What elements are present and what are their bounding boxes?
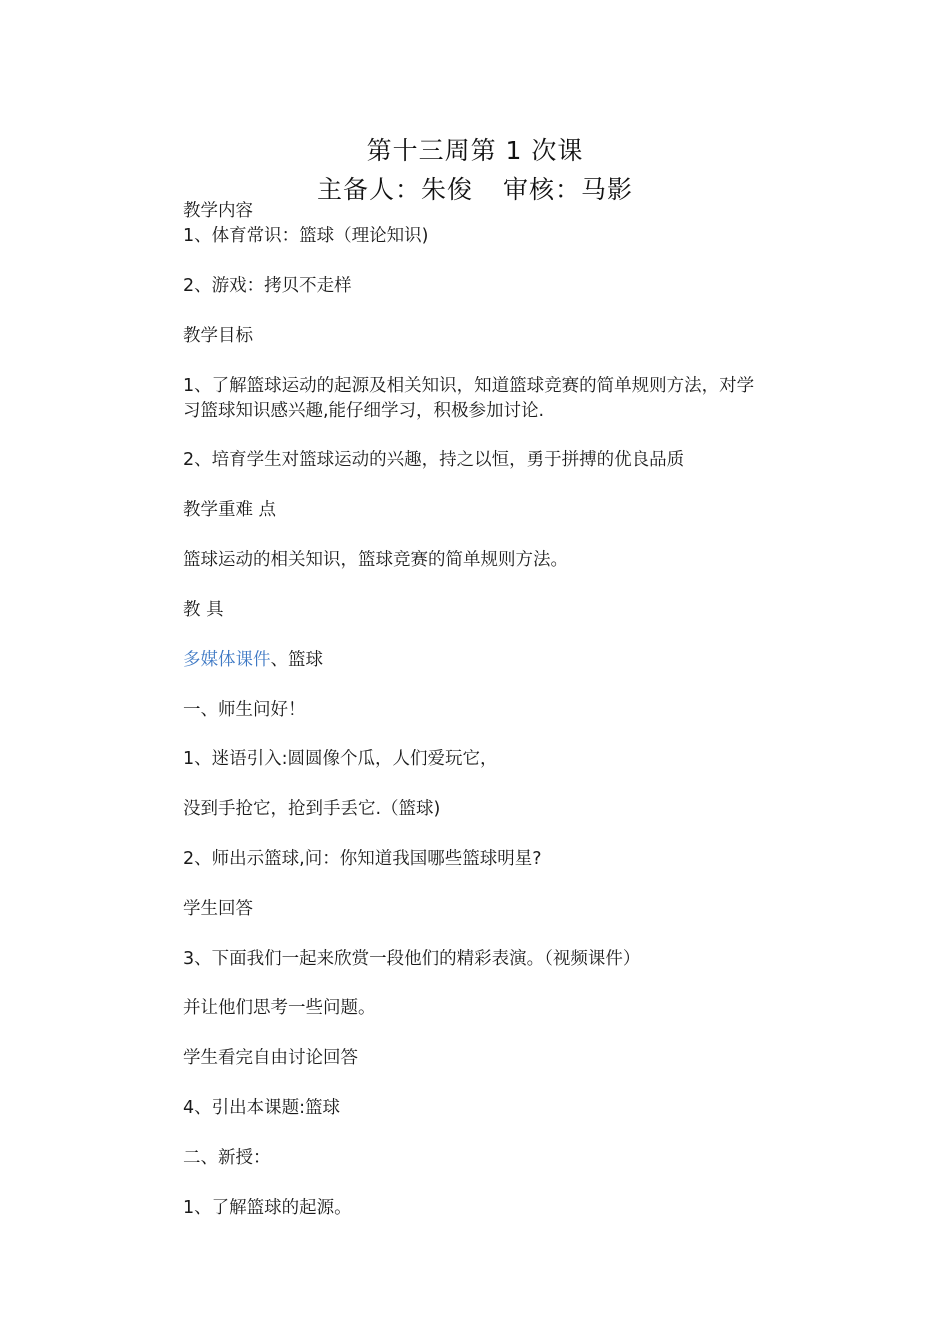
multimedia-courseware-link[interactable]: 多媒体课件 [183,650,271,670]
materials-rest: 、篮球 [270,650,323,670]
document-title: 第十三周第 1 次课 [366,136,584,165]
paragraph: 1、了解篮球的起源。 [183,1198,352,1218]
paragraph-continuation: 习篮球知识感兴趣,能仔细学习，积极参加讨论. [183,401,545,421]
paragraph: 2、游戏：拷贝不走样 [183,276,352,296]
paragraph: 没到手抢它，抢到手丢它.（篮球) [183,799,441,819]
reviewer-label: 审核：马影 [503,175,634,204]
paragraph: 2、师出示篮球,问：你知道我国哪些篮球明星? [183,849,542,869]
section-heading-key-points: 教学重难 点 [183,500,277,520]
paragraph: 学生看完自由讨论回答 [183,1048,358,1068]
section-heading-materials: 教 具 [183,600,224,620]
paragraph: 篮球运动的相关知识，篮球竞赛的简单规则方法。 [183,550,568,570]
paragraph: 1、体育常识：篮球（理论知识) [183,226,429,246]
preparer-label: 主备人：朱俊 [316,175,473,204]
paragraph: 并让他们思考一些问题。 [183,998,376,1018]
paragraph: 1、迷语引入:圆圆像个瓜，人们爱玩它， [183,749,498,769]
paragraph: 4、引出本课题:篮球 [183,1098,341,1118]
paragraph: 1、了解篮球运动的起源及相关知识，知道篮球竞赛的简单规则方法，对学 [183,376,755,396]
paragraph [183,648,813,672]
paragraph: 学生回答 [183,899,253,919]
section-heading-objectives: 教学目标 [183,326,253,346]
paragraph: 3、下面我们一起来欣赏一段他们的精彩表演。（视频课件） [183,949,641,969]
paragraph: 二、新授： [183,1148,271,1168]
section-heading-content: 教学内容 [183,201,253,221]
paragraph: 一、师生问好！ [183,700,306,720]
paragraph: 2、培育学生对篮球运动的兴趣，持之以恒，勇于拼搏的优良品质 [183,450,685,470]
